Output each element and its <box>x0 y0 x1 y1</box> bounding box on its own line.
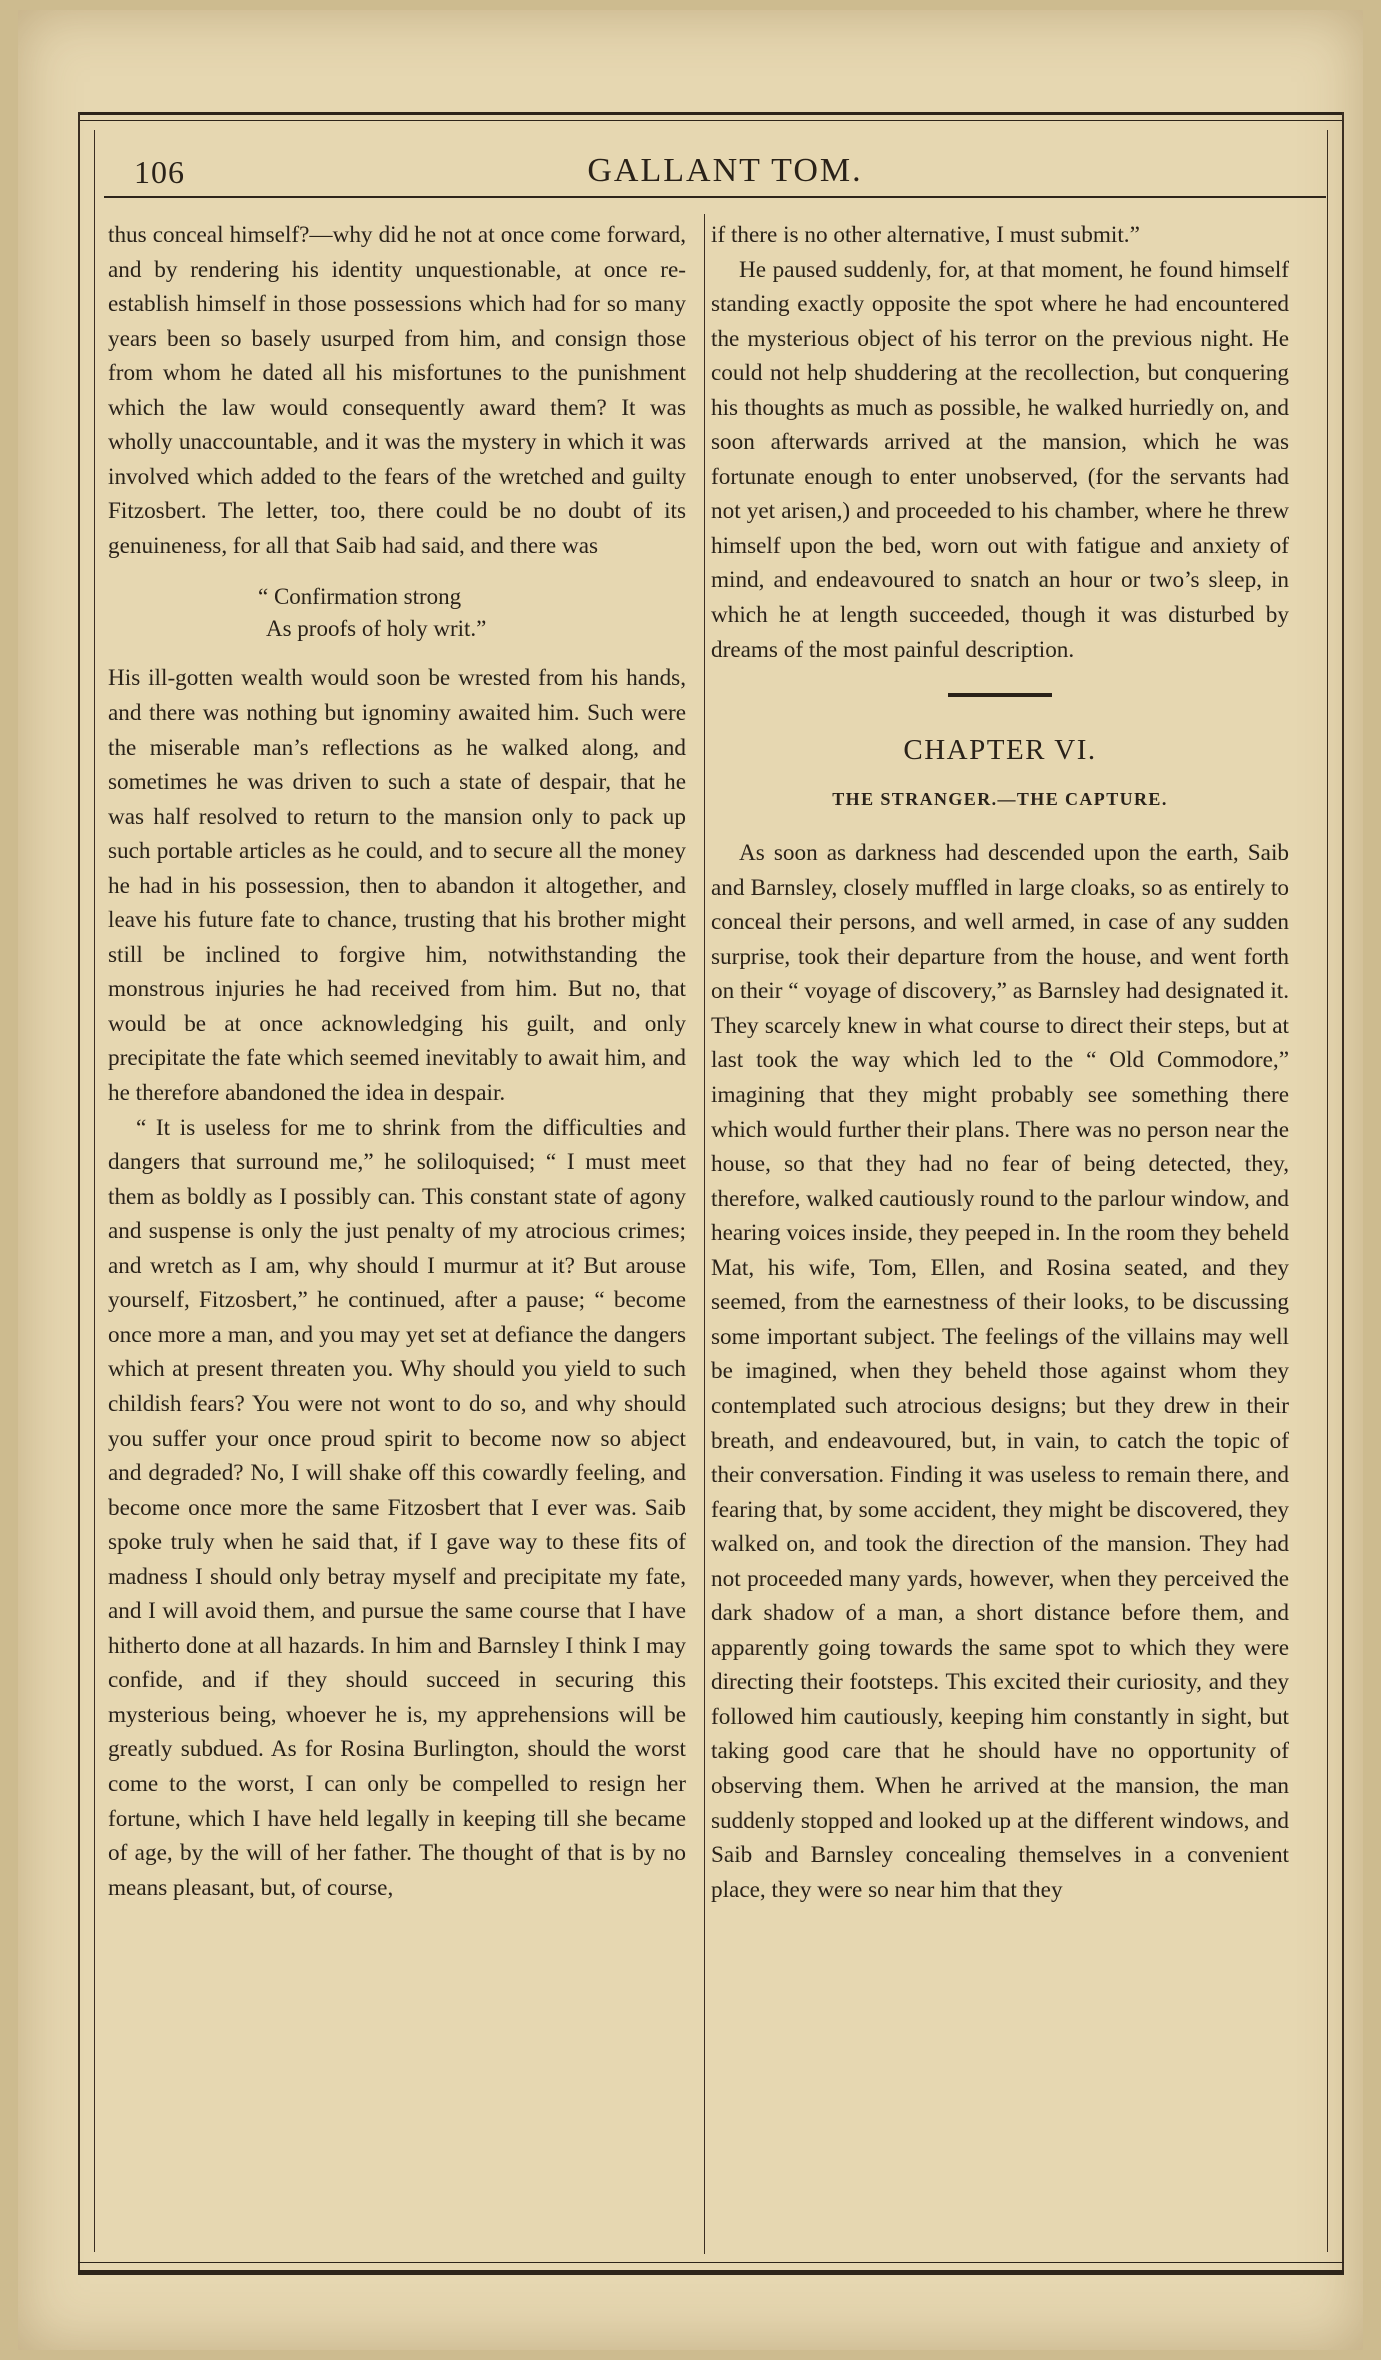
bottom-rule <box>78 2270 1344 2275</box>
paragraph: His ill-gotten wealth would soon be wrested from his hands, and there was nothing but ignominy awaited him. Such were the miserable man’s reflections as he walked along, and sometimes he was driven to such a state of despair, that he was half resolved to return to the mansion only to pack up such portable articles as he could, and to secure all the money he had in his possession, then to abandon it altogether, and leave his future fate to chance, trusting that his brother might still be inclined to forgive him, notwithstanding the monstrous injuries he had received from him. But no, that would be at once acknowledging his guilt, and only precipitate the fate which seemed inevitably to await him, and he therefore abandoned the idea in despair. <box>108 665 686 1107</box>
verse-line: As proofs of holy writ.” <box>266 616 487 642</box>
left-column <box>108 218 686 1905</box>
paragraph: As soon as darkness had descended upon the earth, Saib and Barnsley, closely muffled in large cloaks, so as entirely to conceal their persons, and well armed, in case of any sudden surprise, took their departure from the house, and went forth on their “ voyage of discovery,” as Barnsley had designated it. They scarcely knew in what course to direct their steps, but at last took the way which led to the “ Old Commodore,” imagining that they might probably see something there which would further their plans. There was no person near the house, so that they had no fear of being detected, they, therefore, walked cautiously round to the parlour window, and hearing voices inside, they peeped in. In the room they beheld Mat, his wife, Tom, Ellen, and Rosina seated, and they seemed, from the earnestness of their looks, to be discussing some important subject. The feelings of the villains may well be imagined, when they beheld those against whom they contemplated such atrocious designs; but they drew in their breath, and endeavoured, but, in vain, to catch the topic of their conversation. Finding it was useless to remain there, and fearing that, by some accident, they might be discovered, they walked on, and took the direction of the mansion. They had not proceeded many yards, however, when they perceived the dark shadow of a man, a short distance before them, and apparently going towards the same spot to which they were directing their footsteps. This excited their curiosity, and they followed him cautiously, keeping him constantly in sight, but taking good care that he should have no opportunity of observing them. When he arrived at the mansion, the man suddenly stopped and looked up at the different windows, and Saib and Barnsley concealing themselves in a convenient place, they were so near him that they <box>711 840 1290 1903</box>
bottom-rule-inner <box>78 2262 1344 2263</box>
verse-line: “ Confirmation strong <box>258 584 462 610</box>
paragraph: thus conceal himself?—why did he not at once come forward, and by rendering his identity unquestionable, at once re-establish himself in those possessions which had for so many years been so basely usurped from him, and consign those from whom he dated all his misfortunes to the punishment which the law would consequently award them? It was wholly unaccountable, and it was the mystery in which it was involved which added to the fears of the wretched and guilty Fitzosbert. The letter, too, there could be no doubt of its genuineness, for all that Saib had said, and there was <box>108 222 686 559</box>
right-column <box>711 218 1289 1907</box>
page-header <box>130 150 1320 194</box>
quotation-verse <box>258 581 686 645</box>
page-number: 106 <box>134 154 185 190</box>
column-divider <box>704 214 705 2254</box>
paragraph: if there is no other alternative, I must submit.” <box>711 222 1140 248</box>
header-rule <box>104 196 1326 198</box>
paragraph: He paused suddenly, for, at that moment, he found himself standing exactly opposite the spot where he had encountered the mysterious object of his terror on the previous night. He could not help shuddering at the recollection, but conquering his thoughts as much as possible, he walked hurriedly on, and soon afterwards arrived at the mansion, which he was fortunate enough to enter unobserved, (for the servants had not yet arisen,) and proceeded to his chamber, where he threw himself upon the bed, worn out with fatigue and anxiety of mind, and endeavoured to snatch an hour or two’s sleep, in which he at length succeeded, though it was disturbed by dreams of the most painful description. <box>711 256 1289 663</box>
paragraph: “ It is useless for me to shrink from the difficulties and dangers that surround me,” he soliloquised; “ I must meet them as boldly as I possibly can. This constant state of agony and suspense is only the just penalty of my atrocious crimes; and wretch as I am, why should I murmur at it? But arouse yourself, Fitzosbert,” he continued, after a pause; “ become once more a man, and you may yet set at defiance the dangers which at present threaten you. Why should you yield to such childish fears? You were not wont to do so, and why should you suffer your once proud spirit to become now so abject and degraded? No, I will shake off this cowardly feeling, and become once more the same Fitzosbert that I ever was. Saib spoke truly when he said that, if I gave way to these fits of madness I should only betray myself and precipitate my fate, and I will avoid them, and pursue the same course that I have hitherto done at all hazards. In him and Barnsley I think I may confide, and if they should succeed in securing this mysterious being, whoever he is, my apprehensions will be greatly subdued. As for Rosina Burlington, should the worst come to the worst, I can only be compelled to resign her fortune, which I have held legally in keeping till she became of age, by the will of her father. The thought of that is by no means pleasant, but, of course, <box>108 1114 686 1901</box>
chapter-subtitle: THE STRANGER.—THE CAPTURE. <box>832 788 1168 809</box>
running-title: GALLANT TOM. <box>587 152 863 189</box>
section-divider <box>948 693 1052 697</box>
chapter-title: CHAPTER VI. <box>903 734 1097 767</box>
